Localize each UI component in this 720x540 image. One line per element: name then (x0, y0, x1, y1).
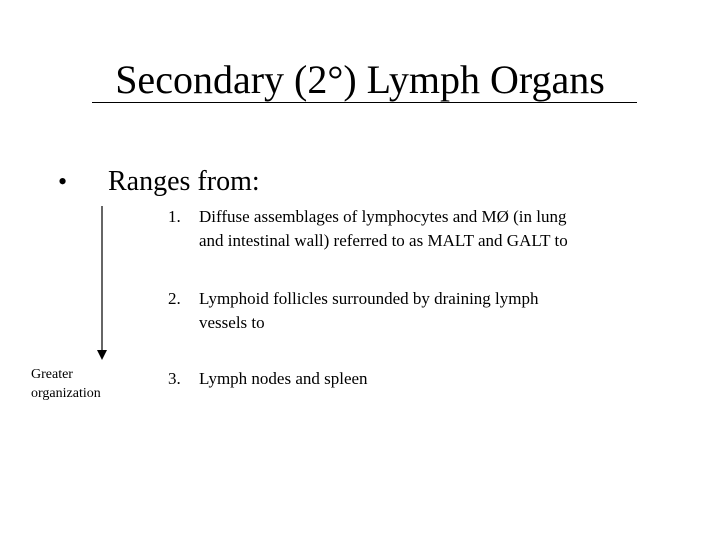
side-label (31, 365, 131, 403)
list-item-line: Lymph nodes and spleen (199, 369, 368, 388)
list-item-1 (168, 205, 688, 253)
list-item-line: and intestinal wall) referred to as MALT and GALT to (199, 231, 568, 250)
list-item-text (199, 205, 679, 253)
list-item-2 (168, 287, 688, 335)
side-label-line: organization (31, 386, 101, 401)
list-item-number: 2. (168, 289, 181, 308)
list-item-line: Lymphoid follicles surrounded by draining lymph (199, 289, 539, 308)
list-item-line: vessels to (199, 313, 265, 332)
side-label-line: Greater (31, 367, 73, 382)
title-underline (92, 102, 637, 103)
bullet-dot: • (58, 167, 68, 196)
list-item-text (199, 287, 679, 335)
down-arrow-icon (95, 206, 109, 360)
list-item-line: Diffuse assemblages of lymphocytes and MØ (in lung (199, 207, 567, 226)
slide-title: Secondary (2°) Lymph Organs (115, 57, 605, 102)
list-item-3 (168, 367, 688, 391)
bullet-text: Ranges from: (108, 166, 260, 197)
list-item-number: 3. (168, 369, 181, 388)
list-item-text (199, 367, 679, 391)
list-item-number: 1. (168, 207, 181, 226)
